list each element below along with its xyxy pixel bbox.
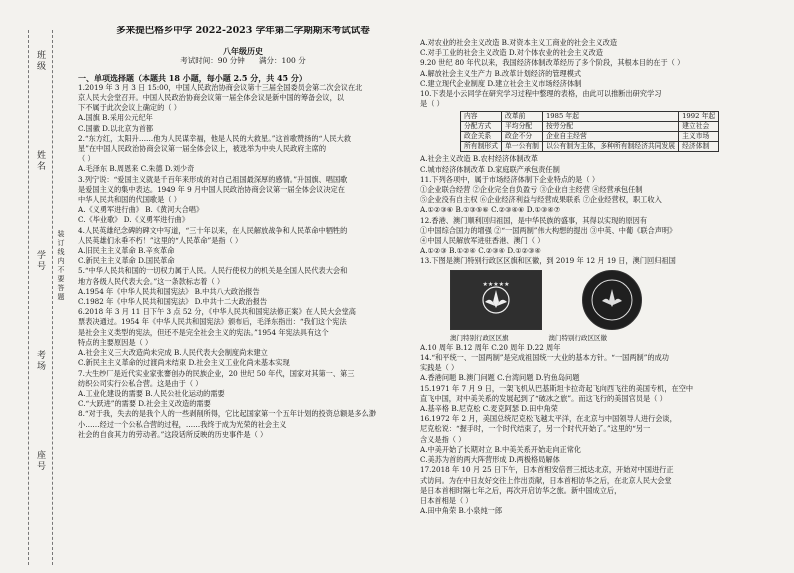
question-line: C.国徽 D.以北京为首都 [78, 123, 154, 133]
emblem-icon [587, 275, 637, 325]
table-cell: 改革前 [501, 112, 542, 122]
question-line: 含义是指（ ） [420, 434, 466, 444]
question-line: C.对手工业的社会主义改造 D.对个体农业的社会主义改造 [420, 48, 603, 58]
question-line: 11.下列各项中，属于市场经济体制下企业特点的是（ ） [420, 174, 600, 184]
question-line: 2.“东方红，太阳升……他为人民谋幸福，他是人民的大救星。”这首歌赞扬的“人民大救 [78, 133, 352, 143]
question-line: A.基辛格 B.尼克松 C.麦克阿瑟 D.田中角荣 [420, 404, 558, 414]
question-line: A.国旗 B.采用公元纪年 [78, 113, 153, 123]
exam-score: 满分：100 分 [259, 56, 306, 66]
question-line: 9.20 世纪 80 年代以来，我国经济体制改革经历了多个阶段，其根本目的在于（ ） [420, 58, 685, 68]
question-line: A.社会主义改造 B.农村经济体制改革 [420, 154, 538, 164]
table-cell: 主义市场 [679, 132, 719, 142]
macau-emblem-image [582, 270, 642, 330]
question-line: A.1954 年《中华人民共和国宪法》 B.中共八大政治报告 [78, 286, 260, 296]
table-cell: 单一公有制 [501, 142, 542, 152]
question-line: 中华人民共和国的代国歌是（ ） [78, 195, 181, 205]
question-line: 实践是（ ） [420, 363, 459, 373]
right-question-list [420, 154, 788, 266]
question-line: 人民英雄们永垂不朽！”这里的“人民革命”是指（ ） [78, 235, 243, 245]
left-column [78, 26, 408, 440]
right-question-list [420, 343, 788, 516]
table-cell: 企业自主经营 [542, 132, 678, 142]
table-cell: 内容 [461, 112, 502, 122]
question-line: 小……经过一个公私合营的过程，……我终于成为光荣的社会主义 [78, 419, 287, 429]
binding-label: 学号 [35, 250, 45, 272]
question-line: C.“大跃进”的需要 D.社会主义改造的需要 [78, 399, 211, 409]
question-line: 是日本首相时隔七年之后，再次开启访华之旅。新中国成立后， [420, 485, 622, 495]
binding-margin [8, 30, 70, 565]
question-line: 3.列宁说：“爱国主义就是千百年来形成的对自己祖国最深厚的感情。”升国旗、唱国歌 [78, 174, 348, 184]
question-line: 4.人民英雄纪念碑的碑文中写道，“三十年以来，在人民解放战争和人民革命中牺牲的 [78, 225, 348, 235]
question-line: 是社会主义类型的宪法，但还不是完全社会主义的宪法。”1954 年宪法具有这个 [78, 327, 329, 337]
question-line: 京人民大会堂召开。中国人民政治协商会议第一届全体会议是新中国的筹备会议，以 [78, 93, 344, 103]
reform-table [460, 111, 719, 152]
question-line: C.新民主主义革命 D.国民革命 [78, 256, 175, 266]
question-line: （ ） [78, 154, 95, 164]
question-line: 地方各级人民代表大会。”这一条款标志着（ ） [78, 276, 225, 286]
question-line: ⑤企业没有自主权 ⑥企业经济利益与经营成果联系 ⑦企业经营权，职工收入 [420, 195, 662, 205]
table-cell: 按劳分配 [542, 122, 678, 132]
question-line: A.田中角荣 B.小泉纯一郎 [420, 506, 503, 516]
question-line: 下不属于此次会议上确定的（ ） [78, 103, 181, 113]
table-cell: 政企不分 [501, 132, 542, 142]
table-row [461, 112, 719, 122]
question-line: C.建立现代企业制度 D.建立社会主义市场经济体制 [420, 78, 582, 88]
question-line: 纺织公司实行公私合营。这是由于（ ） [78, 378, 203, 388]
question-line: A.社会主义三大改造尚未完成 B.人民代表大会制度尚未建立 [78, 348, 268, 358]
svg-text:★★★★★: ★★★★★ [482, 280, 510, 288]
macau-symbols [450, 270, 788, 330]
question-line: 尼克松说：“握手时，一个时代结束了，另一个时代开始了。”这里的“另一 [420, 424, 651, 434]
question-line: 16.1972 年 2 月，美国总统尼克松飞越太平洋，在北京与中国领导人进行会谈， [420, 414, 677, 424]
question-line: A.10 周年 B.12 周年 C.20 周年 D.22 周年 [420, 342, 561, 352]
binding-dash-line [52, 30, 53, 565]
right-question-list [420, 38, 788, 109]
question-line: 直飞中国，对中美关系的发展起到了“破冰之旅”。而这飞行的美国官员是（ ） [420, 393, 667, 403]
question-line: A.毛泽东 B.周恩来 C.朱德 D.刘少奇 [78, 164, 195, 174]
binding-dash-line [28, 30, 29, 565]
table-row [461, 132, 719, 142]
question-line: A.①②③⑥ B.①③⑤⑥ C.②③④⑥ D.①③④⑦ [420, 205, 561, 215]
question-line: A.中美开始了长期对立 B.中美关系开始走向正常化 [420, 444, 582, 454]
emblem-caption: 澳门特别行政区区徽 [548, 333, 607, 342]
question-line: 特点的主要原因是（ ） [78, 337, 153, 347]
table-cell: 平均分配 [501, 122, 542, 132]
question-line: 星”在中国人民政治协商会议第一届全体会议上，被选举为中央人民政府主席的 [78, 144, 327, 154]
lotus-icon [461, 278, 531, 322]
question-line: ①中国综合国力的增强 ②“一国两制”伟大构想的提出 ③中英、中葡《联合声明》 [420, 225, 677, 235]
table-cell: 1985 年起 [542, 112, 678, 122]
question-line: A.《义勇军进行曲》 B.《黄河大合唱》 [78, 205, 204, 215]
binding-label: 座号 [35, 450, 45, 472]
question-line: 5.“中华人民共和国的一切权力属于人民。人民行使权力的机关是全国人民代表大会和 [78, 266, 348, 276]
question-line: A.对农业的社会主义改造 B.对资本主义工商业的社会主义改造 [420, 38, 618, 47]
table-row [461, 122, 719, 132]
question-line: 式访问。为在中日友好交往上作出贡献，日本首相访华之后，在北京人民大会堂 [420, 475, 672, 485]
table-cell: 政企关系 [461, 132, 502, 142]
table-cell: 分配方式 [461, 122, 502, 132]
table-row [461, 142, 719, 152]
question-line: C.1982 年《中华人民共和国宪法》 D.中共十二大政治报告 [78, 297, 268, 307]
question-line: ④中国人民解放军进驻香港、澳门（ ） [420, 236, 545, 246]
question-line: C.新民主主义革命的过渡尚未结束 D.社会主义工业化尚未基本实现 [78, 358, 290, 368]
exam-time: 考试时间：90 分钟 [180, 56, 245, 66]
question-line: ①企业联合经营 ②企业完全自负盈亏 ③企业自主经营 ④经营承包任制 [420, 185, 643, 195]
macau-flag-image [450, 270, 542, 330]
table-cell: 经济体制 [679, 142, 719, 152]
question-line: A.①②③ B.①②④ C.②③④ D.①②③④ [420, 246, 541, 256]
table-cell: 所有制形式 [461, 142, 502, 152]
question-line: A.香港问题 B.澳门问题 C.台湾问题 D.钓鱼岛问题 [420, 373, 580, 383]
binding-label: 姓名 [35, 150, 45, 172]
question-line: 是（ ） [420, 99, 444, 109]
question-line: C.城市经济体制改革 D.家庭联产承包责任制 [420, 164, 560, 174]
question-line: 12.香港、澳门顺利回归祖国，是中华民族的盛事，其得以实现的原因有 [420, 215, 648, 225]
section-heading: 一、单项选择题（本题共 18 小题，每小题 2.5 分，共 45 分） [78, 72, 307, 83]
question-line: A.解放社会主义生产力 B.改革计划经济的管理模式 [420, 68, 582, 78]
question-line: 7.大生纱厂是近代实业家张謇创办的民族企业，20 世纪 50 年代，国家对其第一、第三 [78, 368, 355, 378]
question-line: 票表决通过。1954 年《中华人民共和国宪法》颁布后，毛泽东指出：“我们这个宪法 [78, 317, 347, 327]
question-line: 13.下图是澳门特别行政区区旗和区徽，到 2019 年 12 月 19 日，澳门回归祖国 [420, 256, 676, 266]
question-line: 日本首相是（ ） [420, 495, 473, 505]
table-cell: 建立社会 [679, 122, 719, 132]
question-line: 8.“对于我，失去的是我个人的一些剥削所得，它比起国家第一个五年计划的投资总额是多么渺 [78, 409, 377, 419]
question-line: C.美苏为首的两大阵营形成 D.两极格局解体 [420, 455, 560, 465]
question-line: A.工业化建设的需要 B.人民公社化运动的需要 [78, 388, 225, 398]
right-column [420, 38, 788, 516]
left-question-list [78, 83, 408, 440]
binding-label: 考场 [35, 350, 45, 372]
question-line: 15.1971 年 7 月 9 日，一架飞机从巴基斯坦卡拉奇起飞向西飞往的美国专机，在空中 [420, 383, 694, 393]
question-line: 社会的自食其力的劳动者。”这段话所反映的历史事件是（ ） [78, 429, 268, 439]
question-line: C.《毕业歌》 D.《义勇军进行曲》 [78, 215, 190, 225]
question-line: A.旧民主主义革命 B.辛亥革命 [78, 246, 175, 256]
table-cell: 1992 年起 [679, 112, 719, 122]
question-line: 是爱国主义的集中表达。1949 年 9 月中国人民政治协商会议第一届全体会议决定在 [78, 184, 345, 194]
subject-title: 八年级历史 [223, 46, 263, 57]
binding-label: 班级 [35, 50, 45, 72]
flag-captions [450, 333, 788, 343]
question-line: 17.2018 年 10 月 25 日下午，日本首相安倍晋三抵达北京，开始对中国进行正 [420, 465, 674, 475]
exam-title: 多来提巴格乡中学 2022-2023 学年第二学期期末考试试卷 [116, 26, 370, 36]
flag-caption: 澳门特别行政区区旗 [450, 333, 509, 342]
table-cell: 以公有制为主体，多种所有制经济共同发展 [542, 142, 678, 152]
question-line: 10.下表是小云同学在研究学习过程中整理的表格，由此可以推断出研究学习 [420, 89, 662, 99]
question-line: 6.2018 年 3 月 11 日下午 3 点 52 分，《中华人民共和国宪法修正案》在人民大会堂高 [78, 307, 356, 317]
question-line: 14.“和平统一、一国两制”是完成祖国统一大业的基本方针。“一国两制”的成功 [420, 353, 669, 363]
question-line: 1.2019 年 3 月 3 日 15:00，中国人民政治协商会议第十三届全国委员会第二次会议在北 [78, 82, 363, 92]
exam-meta [78, 56, 408, 66]
binding-note: 装订线内不要答题 [57, 230, 65, 302]
